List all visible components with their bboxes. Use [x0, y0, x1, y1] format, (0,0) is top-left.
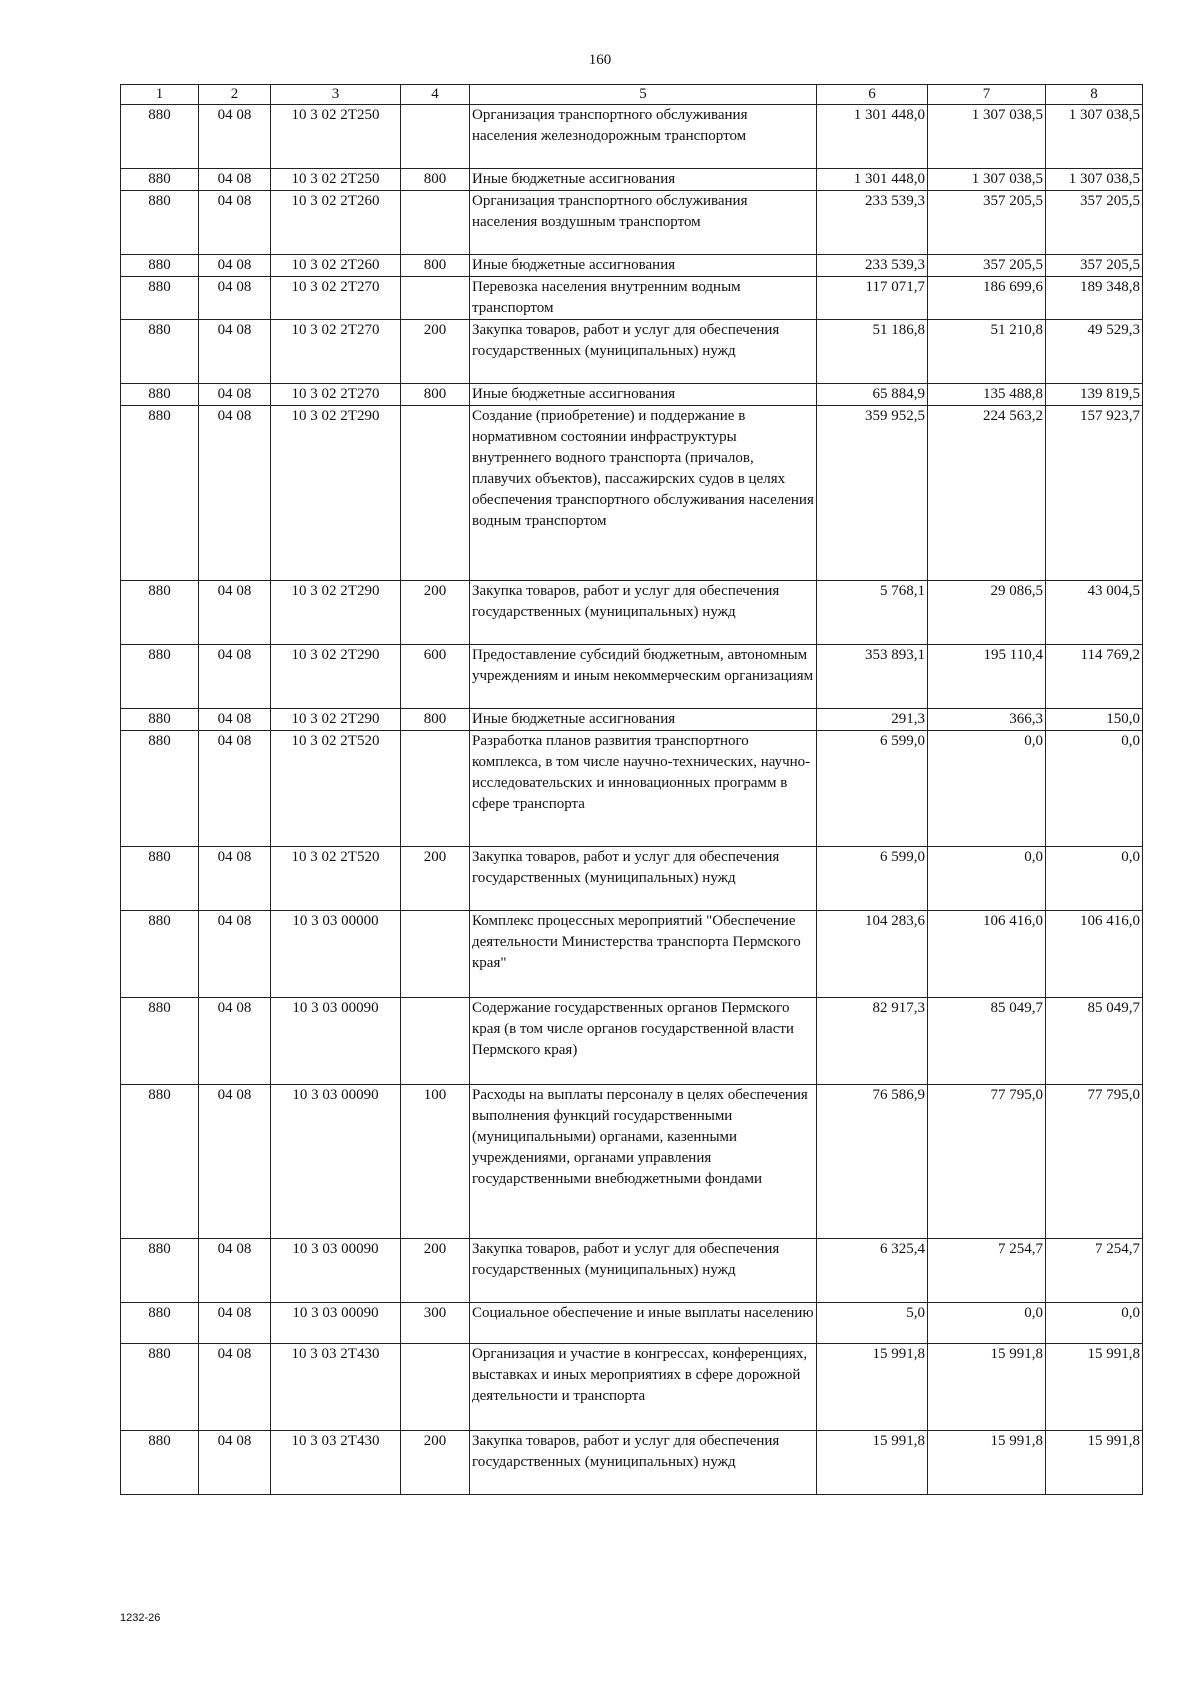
cell-target-article: 10 3 02 2Т250	[271, 169, 401, 191]
cell-section-code: 04 08	[199, 1303, 271, 1344]
cell-target-article: 10 3 03 00090	[271, 1303, 401, 1344]
cell-target-article: 10 3 02 2Т520	[271, 731, 401, 847]
cell-amount-year-2: 29 086,5	[928, 581, 1046, 645]
cell-amount-year-3: 150,0	[1046, 709, 1143, 731]
cell-amount-year-2: 357 205,5	[928, 191, 1046, 255]
cell-ministry-code: 880	[121, 1344, 199, 1431]
cell-target-article: 10 3 02 2Т260	[271, 191, 401, 255]
page-number: 160	[588, 52, 612, 68]
table-row	[121, 277, 1143, 320]
cell-expense-type	[401, 1344, 470, 1431]
cell-amount-year-1: 353 893,1	[817, 645, 928, 709]
column-header-3: 3	[271, 85, 401, 105]
cell-ministry-code: 880	[121, 911, 199, 998]
cell-amount-year-2: 0,0	[928, 847, 1046, 911]
cell-section-code: 04 08	[199, 191, 271, 255]
cell-description: Комплекс процессных мероприятий "Обеспечение деятельности Министерства транспорта Пермского края"	[470, 911, 817, 998]
table-row	[121, 105, 1143, 169]
cell-expense-type	[401, 105, 470, 169]
cell-target-article: 10 3 02 2Т260	[271, 255, 401, 277]
cell-amount-year-2: 106 416,0	[928, 911, 1046, 998]
cell-amount-year-2: 85 049,7	[928, 998, 1046, 1085]
cell-amount-year-2: 366,3	[928, 709, 1046, 731]
cell-ministry-code: 880	[121, 1431, 199, 1495]
cell-ministry-code: 880	[121, 709, 199, 731]
table-row	[121, 998, 1143, 1085]
cell-ministry-code: 880	[121, 581, 199, 645]
cell-ministry-code: 880	[121, 105, 199, 169]
cell-amount-year-3: 1 307 038,5	[1046, 169, 1143, 191]
cell-target-article: 10 3 03 00090	[271, 1085, 401, 1239]
cell-target-article: 10 3 03 2Т430	[271, 1344, 401, 1431]
cell-ministry-code: 880	[121, 731, 199, 847]
cell-description: Создание (приобретение) и поддержание в нормативном состоянии инфраструктуры внутреннего водного транспорта (причалов, плавучих объектов), пассажирских судов в целях обеспечения транспортного обслуживания населения водным транспортом	[470, 406, 817, 581]
cell-section-code: 04 08	[199, 406, 271, 581]
cell-ministry-code: 880	[121, 645, 199, 709]
cell-expense-type	[401, 277, 470, 320]
cell-section-code: 04 08	[199, 847, 271, 911]
cell-amount-year-3: 357 205,5	[1046, 255, 1143, 277]
table-row	[121, 169, 1143, 191]
table-row	[121, 320, 1143, 384]
cell-ministry-code: 880	[121, 998, 199, 1085]
cell-amount-year-1: 6 599,0	[817, 847, 928, 911]
cell-target-article: 10 3 03 00090	[271, 1239, 401, 1303]
table-row	[121, 847, 1143, 911]
cell-section-code: 04 08	[199, 709, 271, 731]
table-row	[121, 1344, 1143, 1431]
cell-amount-year-2: 15 991,8	[928, 1344, 1046, 1431]
cell-expense-type: 200	[401, 1431, 470, 1495]
cell-amount-year-3: 1 307 038,5	[1046, 105, 1143, 169]
cell-ministry-code: 880	[121, 277, 199, 320]
cell-section-code: 04 08	[199, 911, 271, 998]
cell-amount-year-2: 135 488,8	[928, 384, 1046, 406]
cell-amount-year-3: 15 991,8	[1046, 1344, 1143, 1431]
cell-target-article: 10 3 02 2Т250	[271, 105, 401, 169]
cell-amount-year-3: 157 923,7	[1046, 406, 1143, 581]
cell-amount-year-1: 15 991,8	[817, 1431, 928, 1495]
cell-amount-year-2: 195 110,4	[928, 645, 1046, 709]
cell-amount-year-3: 139 819,5	[1046, 384, 1143, 406]
table-row	[121, 731, 1143, 847]
cell-target-article: 10 3 03 00000	[271, 911, 401, 998]
cell-amount-year-1: 76 586,9	[817, 1085, 928, 1239]
table-row	[121, 1303, 1143, 1344]
cell-amount-year-3: 85 049,7	[1046, 998, 1143, 1085]
cell-amount-year-1: 6 325,4	[817, 1239, 928, 1303]
cell-amount-year-3: 0,0	[1046, 1303, 1143, 1344]
cell-section-code: 04 08	[199, 320, 271, 384]
cell-amount-year-1: 291,3	[817, 709, 928, 731]
cell-section-code: 04 08	[199, 169, 271, 191]
cell-section-code: 04 08	[199, 105, 271, 169]
column-number-row	[121, 85, 1143, 105]
table-body	[121, 105, 1143, 1495]
cell-amount-year-3: 15 991,8	[1046, 1431, 1143, 1495]
cell-description: Содержание государственных органов Пермского края (в том числе органов государственной власти Пермского края)	[470, 998, 817, 1085]
cell-description: Социальное обеспечение и иные выплаты населению	[470, 1303, 817, 1344]
cell-ministry-code: 880	[121, 384, 199, 406]
cell-target-article: 10 3 03 00090	[271, 998, 401, 1085]
cell-expense-type: 200	[401, 1239, 470, 1303]
cell-target-article: 10 3 02 2Т290	[271, 406, 401, 581]
cell-description: Закупка товаров, работ и услуг для обеспечения государственных (муниципальных) нужд	[470, 847, 817, 911]
cell-section-code: 04 08	[199, 731, 271, 847]
cell-target-article: 10 3 02 2Т290	[271, 709, 401, 731]
cell-target-article: 10 3 02 2Т270	[271, 320, 401, 384]
cell-section-code: 04 08	[199, 645, 271, 709]
cell-expense-type: 800	[401, 169, 470, 191]
cell-target-article: 10 3 02 2Т290	[271, 581, 401, 645]
table-row	[121, 581, 1143, 645]
cell-amount-year-3: 357 205,5	[1046, 191, 1143, 255]
cell-expense-type: 200	[401, 320, 470, 384]
cell-amount-year-2: 7 254,7	[928, 1239, 1046, 1303]
cell-amount-year-2: 51 210,8	[928, 320, 1046, 384]
table-row	[121, 1431, 1143, 1495]
cell-amount-year-3: 77 795,0	[1046, 1085, 1143, 1239]
cell-ministry-code: 880	[121, 255, 199, 277]
cell-ministry-code: 880	[121, 1303, 199, 1344]
cell-description: Закупка товаров, работ и услуг для обеспечения государственных (муниципальных) нужд	[470, 1239, 817, 1303]
column-header-7: 7	[928, 85, 1046, 105]
cell-amount-year-3: 106 416,0	[1046, 911, 1143, 998]
cell-amount-year-1: 233 539,3	[817, 255, 928, 277]
cell-amount-year-2: 1 307 038,5	[928, 105, 1046, 169]
cell-section-code: 04 08	[199, 1239, 271, 1303]
cell-amount-year-1: 104 283,6	[817, 911, 928, 998]
cell-expense-type: 800	[401, 384, 470, 406]
cell-target-article: 10 3 02 2Т520	[271, 847, 401, 911]
cell-section-code: 04 08	[199, 255, 271, 277]
cell-amount-year-2: 224 563,2	[928, 406, 1046, 581]
cell-description: Иные бюджетные ассигнования	[470, 169, 817, 191]
table-row	[121, 191, 1143, 255]
cell-amount-year-2: 0,0	[928, 1303, 1046, 1344]
cell-amount-year-2: 77 795,0	[928, 1085, 1046, 1239]
cell-amount-year-2: 357 205,5	[928, 255, 1046, 277]
budget-table	[120, 84, 1143, 1495]
cell-expense-type	[401, 998, 470, 1085]
cell-amount-year-2: 1 307 038,5	[928, 169, 1046, 191]
cell-ministry-code: 880	[121, 191, 199, 255]
cell-section-code: 04 08	[199, 998, 271, 1085]
cell-amount-year-2: 15 991,8	[928, 1431, 1046, 1495]
cell-expense-type: 200	[401, 581, 470, 645]
cell-amount-year-3: 49 529,3	[1046, 320, 1143, 384]
cell-description: Организация транспортного обслуживания населения железнодорожным транспортом	[470, 105, 817, 169]
column-header-5: 5	[470, 85, 817, 105]
cell-description: Закупка товаров, работ и услуг для обеспечения государственных (муниципальных) нужд	[470, 320, 817, 384]
cell-expense-type	[401, 911, 470, 998]
cell-section-code: 04 08	[199, 277, 271, 320]
cell-amount-year-1: 1 301 448,0	[817, 169, 928, 191]
table-row	[121, 709, 1143, 731]
cell-amount-year-2: 186 699,6	[928, 277, 1046, 320]
cell-section-code: 04 08	[199, 1431, 271, 1495]
table-row	[121, 384, 1143, 406]
table-row	[121, 1239, 1143, 1303]
cell-amount-year-1: 82 917,3	[817, 998, 928, 1085]
cell-section-code: 04 08	[199, 581, 271, 645]
cell-amount-year-1: 51 186,8	[817, 320, 928, 384]
cell-amount-year-2: 0,0	[928, 731, 1046, 847]
cell-description: Закупка товаров, работ и услуг для обеспечения государственных (муниципальных) нужд	[470, 1431, 817, 1495]
cell-ministry-code: 880	[121, 169, 199, 191]
cell-amount-year-3: 7 254,7	[1046, 1239, 1143, 1303]
cell-ministry-code: 880	[121, 1239, 199, 1303]
cell-expense-type: 800	[401, 255, 470, 277]
column-header-1: 1	[121, 85, 199, 105]
table-row	[121, 645, 1143, 709]
cell-expense-type: 800	[401, 709, 470, 731]
table-row	[121, 911, 1143, 998]
cell-amount-year-3: 189 348,8	[1046, 277, 1143, 320]
cell-amount-year-1: 6 599,0	[817, 731, 928, 847]
table-row	[121, 1085, 1143, 1239]
cell-target-article: 10 3 03 2Т430	[271, 1431, 401, 1495]
cell-description: Иные бюджетные ассигнования	[470, 709, 817, 731]
cell-amount-year-3: 43 004,5	[1046, 581, 1143, 645]
cell-amount-year-1: 5 768,1	[817, 581, 928, 645]
cell-target-article: 10 3 02 2Т270	[271, 384, 401, 406]
cell-amount-year-1: 65 884,9	[817, 384, 928, 406]
cell-expense-type	[401, 191, 470, 255]
cell-target-article: 10 3 02 2Т270	[271, 277, 401, 320]
cell-section-code: 04 08	[199, 1085, 271, 1239]
cell-description: Перевозка населения внутренним водным транспортом	[470, 277, 817, 320]
cell-description: Разработка планов развития транспортного комплекса, в том числе научно-технических, научно-исследовательских и инновационных программ в сфере транспорта	[470, 731, 817, 847]
cell-ministry-code: 880	[121, 1085, 199, 1239]
cell-amount-year-1: 117 071,7	[817, 277, 928, 320]
cell-description: Иные бюджетные ассигнования	[470, 384, 817, 406]
cell-description: Организация транспортного обслуживания населения воздушным транспортом	[470, 191, 817, 255]
cell-description: Иные бюджетные ассигнования	[470, 255, 817, 277]
column-header-6: 6	[817, 85, 928, 105]
cell-expense-type	[401, 731, 470, 847]
cell-amount-year-1: 359 952,5	[817, 406, 928, 581]
footer-code: 1232-26	[120, 1612, 161, 1624]
column-header-2: 2	[199, 85, 271, 105]
cell-target-article: 10 3 02 2Т290	[271, 645, 401, 709]
cell-description: Предоставление субсидий бюджетным, автономным учреждениям и иным некоммерческим организациям	[470, 645, 817, 709]
cell-amount-year-3: 0,0	[1046, 847, 1143, 911]
cell-expense-type: 100	[401, 1085, 470, 1239]
cell-ministry-code: 880	[121, 847, 199, 911]
cell-ministry-code: 880	[121, 406, 199, 581]
cell-description: Расходы на выплаты персоналу в целях обеспечения выполнения функций государственными (муниципальными) органами, казенными учреждениями, органами управления государственными внебюджетными фондами	[470, 1085, 817, 1239]
column-header-4: 4	[401, 85, 470, 105]
table-row	[121, 406, 1143, 581]
cell-expense-type: 300	[401, 1303, 470, 1344]
cell-amount-year-3: 0,0	[1046, 731, 1143, 847]
cell-description: Закупка товаров, работ и услуг для обеспечения государственных (муниципальных) нужд	[470, 581, 817, 645]
table-row	[121, 255, 1143, 277]
cell-expense-type	[401, 406, 470, 581]
cell-amount-year-1: 5,0	[817, 1303, 928, 1344]
cell-expense-type: 600	[401, 645, 470, 709]
cell-section-code: 04 08	[199, 1344, 271, 1431]
column-header-8: 8	[1046, 85, 1143, 105]
cell-amount-year-1: 15 991,8	[817, 1344, 928, 1431]
cell-amount-year-1: 233 539,3	[817, 191, 928, 255]
cell-amount-year-3: 114 769,2	[1046, 645, 1143, 709]
cell-expense-type: 200	[401, 847, 470, 911]
cell-ministry-code: 880	[121, 320, 199, 384]
cell-description: Организация и участие в конгрессах, конференциях, выставках и иных мероприятиях в сфере дорожной деятельности и транспорта	[470, 1344, 817, 1431]
cell-amount-year-1: 1 301 448,0	[817, 105, 928, 169]
cell-section-code: 04 08	[199, 384, 271, 406]
